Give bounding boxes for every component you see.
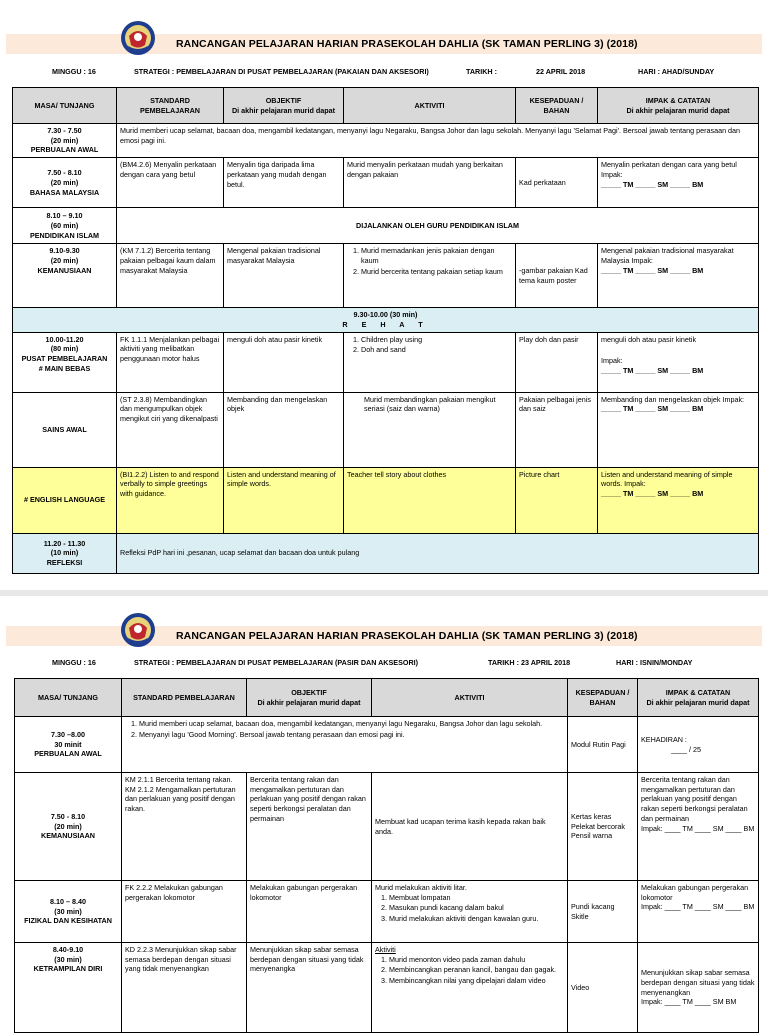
table-row [15, 717, 759, 773]
aktiviti-cell [344, 332, 516, 392]
kesepaduan-cell: Picture chart [516, 467, 598, 533]
masa-cell: # ENGLISH LANGUAGE [13, 467, 117, 533]
objektif-cell: Membanding dan mengelaskan objek [224, 392, 344, 467]
impak-cell [638, 943, 759, 1033]
table-row [15, 943, 759, 1033]
table-row [13, 124, 759, 158]
standard-cell: FK 2.2.2 Melakukan gabungan pergerakan lokomotor [122, 881, 247, 943]
lesson-table-2 [14, 678, 759, 1033]
masa-cell: 7.30 –8.00 30 minit PERBUALAN AWAL [15, 717, 122, 773]
table-row [13, 533, 759, 573]
aktiviti-cell [372, 943, 568, 1033]
impak-cell [598, 332, 759, 392]
impak-text: Menunjukkan sikap sabar semasa berdepan dengan situasi yang tidak menyenangkan [641, 968, 755, 997]
aktiviti-intro: Aktiviti [375, 945, 396, 954]
aktiviti-cell: Murid memberi ucap selamat, bacaan doa, mengambil kedatangan, menyanyi lagu Negaraku, Bangsa Johor dan lagu sekolah. Menyanyi lagu 'Selamat Pagi'. Bersoal jawab tentang perasaan dan emosi pagi ini. [117, 124, 759, 158]
impak-score: _____ TM _____ SM _____ BM [601, 404, 704, 414]
table-row [15, 881, 759, 943]
aktiviti-cell: DIJALANKAN OLEH GURU PENDIDIKAN ISLAM [117, 208, 759, 244]
lesson-plan-page-2 [0, 596, 768, 1024]
kesepaduan-cell: Modul Rutin Pagi [568, 717, 638, 773]
strategi-label: STRATEGI : PEMBELAJARAN DI PUSAT PEMBELAJARAN (PAKAIAN DAN AKSESORI) [134, 67, 429, 76]
header-objektif: OBJEKTIF Di akhir pelajaran murid dapat [247, 679, 372, 717]
hari-label: HARI : ISNIN/MONDAY [616, 658, 693, 667]
impak-cell [638, 773, 759, 881]
impak-score: ____ / 25 [671, 744, 701, 754]
aktiviti-cell: Teacher tell story about clothes [344, 467, 516, 533]
standard-cell: (KM 7.1.2) Bercerita tentang pakaian pelbagai kaum dalam masyarakat Malaysia [117, 244, 224, 308]
impak-text: Menyalin perkatan dengan cara yang betul Impak: [601, 160, 737, 179]
table-row [15, 773, 759, 881]
standard-cell: (BI1.2.2) Listen to and respond verbally to simple greetings with guidance. [117, 467, 224, 533]
standard-cell: KD 2.2.3 Menunjukkan sikap sabar semasa berdepan dengan situasi yang tidak menyenangkan [122, 943, 247, 1033]
school-crest-icon [120, 612, 156, 648]
objektif-cell: Menunjukkan sikap sabar semasa berdepan dengan situasi yang tidak menyenangka [247, 943, 372, 1033]
masa-cell: 9.10-9.30 (20 min) KEMANUSIAAN [13, 244, 117, 308]
aktiviti-cell: Murid menyalin perkataan mudah yang berkaitan dengan pakaian [344, 158, 516, 208]
header-standard: STANDARD PEMBELAJARAN [122, 679, 247, 717]
aktiviti-cell [344, 244, 516, 308]
impak-label: Impak: [601, 356, 623, 366]
impak-score: _____ TM _____ SM _____ BM [601, 179, 704, 189]
masa-cell: 7.30 - 7.50 (20 min) PERBUALAN AWAL [13, 124, 117, 158]
objektif-cell: Menyalin tiga daripada lima perkataan yang mudah dengan betul. [224, 158, 344, 208]
aktiviti-cell: Membuat kad ucapan terima kasih kepada rakan baik anda. [372, 773, 568, 881]
impak-text: Mengenal pakaian tradisional masyarakat Malaysia Impak: [601, 246, 734, 265]
kesepaduan-cell: Pakaian pelbagai jenis dan saiz [516, 392, 598, 467]
rehat-label: R E H A T [342, 319, 429, 329]
impak-text: menguli doh atau pasir kinetik [601, 334, 697, 344]
kesepaduan-cell: Kertas keras Pelekat bercorak Pensil warna [568, 773, 638, 881]
masa-cell: 8.40-9.10 (30 min) KETRAMPILAN DIRI [15, 943, 122, 1033]
aktiviti-cell: Murid membandingkan pakaian mengikut seriasi (saiz dan warna) [344, 392, 516, 467]
aktiviti-item: 1. Murid menonton video pada zaman dahulu [389, 955, 564, 965]
impak-cell [598, 392, 759, 467]
aktiviti-item: 2. Menyanyi lagu 'Good Morning'. Bersoal jawab tentang perasaan dan emosi pagi ini. [139, 730, 564, 740]
objektif-cell: menguli doh atau pasir kinetik [224, 332, 344, 392]
masa-cell: 7.50 - 8.10 (20 min) KEMANUSIAAN [15, 773, 122, 881]
minggu-label: MINGGU : 16 [52, 67, 96, 76]
rehat-time-text: 9.30-10.00 (30 min) [353, 310, 418, 320]
kesepaduan-cell: Kad perkataan [516, 158, 598, 208]
aktiviti-item: 2. Murid bercerita tentang pakaian setiap kaum [361, 267, 512, 277]
table-row [13, 244, 759, 308]
aktiviti-item: 3. Membincangkan nilai yang dipelajari dalam video [389, 976, 564, 986]
aktiviti-item: 1. Murid memberi ucap selamat, bacaan doa, mengambil kedatangan, menyanyi lagu Negaraku, Bangsa Johor dan lagu sekolah. [139, 719, 564, 729]
impak-score: _____ TM _____ SM _____ BM [601, 489, 704, 499]
hari-label: HARI : AHAD/SUNDAY [638, 67, 715, 76]
header-standard: STANDARD PEMBELAJARAN [117, 88, 224, 124]
school-crest-icon [120, 20, 156, 56]
table-row [13, 158, 759, 208]
impak-score: Impak: ____ TM ____ SM ____ BM [641, 902, 755, 912]
minggu-label: MINGGU : 16 [52, 658, 96, 667]
aktiviti-item: 2. Membincangkan peranan kancil, bangau dan gagak. [389, 965, 564, 975]
page-title: RANCANGAN PELAJARAN HARIAN PRASEKOLAH DAHLIA (SK TAMAN PERLING 3) (2018) [176, 38, 638, 50]
rehat-cell [13, 308, 759, 332]
impak-text: Melakukan gabungan pergerakan lokomotor [641, 883, 749, 902]
masa-cell: SAINS AWAL [13, 392, 117, 467]
masa-cell: 11.20 - 11.30 (10 min) REFLEKSI [13, 533, 117, 573]
impak-cell [638, 717, 759, 773]
aktiviti-item: 3. Murid melakukan aktiviti dengan kawalan guru. [389, 914, 564, 924]
header-aktiviti: AKTIVITI [344, 88, 516, 124]
header-objektif: OBJEKTIF Di akhir pelajaran murid dapat [224, 88, 344, 124]
impak-text: Bercerita tentang rakan dan mengamalkan pertuturan dan perlakuan yang positif dengan rakan seperti berkongsi peralatan dan permainan [641, 775, 748, 823]
header-impak: IMPAK & CATATAN Di akhir pelajaran murid dapat [598, 88, 759, 124]
aktiviti-item: 1. Children play using [361, 335, 512, 345]
rehat-row [13, 308, 759, 332]
impak-text: KEHADIRAN : [641, 734, 687, 744]
impak-cell [638, 881, 759, 943]
aktiviti-item: 1. Membuat lompatan [389, 893, 564, 903]
strategi-label: STRATEGI : PEMBELAJARAN DI PUSAT PEMBELAJARAN (PASIR DAN AKSESORI) [134, 658, 419, 667]
table-row [13, 332, 759, 392]
kesepaduan-cell: -gambar pakaian Kad tema kaum poster [516, 244, 598, 308]
impak-text: Membanding dan mengelaskan objek Impak: [601, 394, 745, 404]
page-title: RANCANGAN PELAJARAN HARIAN PRASEKOLAH DAHLIA (SK TAMAN PERLING 3) (2018) [176, 630, 638, 642]
kesepaduan-cell: Pundi kacang Skitle [568, 881, 638, 943]
objektif-cell: Melakukan gabungan pergerakan lokomotor [247, 881, 372, 943]
lesson-table-1 [12, 87, 759, 574]
standard-cell: FK 1.1.1 Menjalankan pelbagai aktiviti yang melibatkan penggunaan motor halus [117, 332, 224, 392]
table-row [13, 208, 759, 244]
impak-cell [598, 467, 759, 533]
impak-score: Impak: ____ TM ____ SM BM [641, 997, 737, 1007]
aktiviti-item: 2. Doh and sand [361, 345, 512, 355]
impak-cell [598, 244, 759, 308]
kesepaduan-cell: Video [568, 943, 638, 1033]
impak-score: _____ TM _____ SM _____ BM [601, 366, 704, 376]
standard-cell: (BM4.2.6) Menyalin perkataan dengan cara yang betul [117, 158, 224, 208]
masa-cell: 8.10 – 8.40 (30 min) FIZIKAL DAN KESIHATAN [15, 881, 122, 943]
aktiviti-cell [122, 717, 568, 773]
standard-cell: KM 2.1.1 Bercerita tentang rakan. KM 2.1.2 Mengamalkan pertuturan dan perlakuan yang positif dengan rakan. [122, 773, 247, 881]
aktiviti-item: 2. Masukan pundi kacang dalam bakul [389, 903, 564, 913]
table-row [13, 467, 759, 533]
kesepaduan-cell: Play doh dan pasir [516, 332, 598, 392]
aktiviti-cell [372, 881, 568, 943]
table-row [13, 392, 759, 467]
header-aktiviti: AKTIVITI [372, 679, 568, 717]
header-masa: MASA/ TUNJANG [15, 679, 122, 717]
header-kesepaduan: KESEPADUAN / BAHAN [568, 679, 638, 717]
impak-score: _____ TM _____ SM _____ BM [601, 265, 704, 275]
header-impak: IMPAK & CATATAN Di akhir pelajaran murid dapat [638, 679, 759, 717]
tarikh-value: 22 APRIL 2018 [536, 67, 586, 76]
aktiviti-item: 1. Murid memadankan jenis pakaian dengan kaum [361, 246, 512, 265]
objektif-cell: Mengenal pakaian tradisional masyarakat Malaysia [224, 244, 344, 308]
masa-cell: 7.50 - 8.10 (20 min) BAHASA MALAYSIA [13, 158, 117, 208]
tarikh-label: TARIKH : [466, 67, 498, 76]
header-kesepaduan: KESEPADUAN / BAHAN [516, 88, 598, 124]
aktiviti-intro: Murid melakukan aktiviti litar. [375, 883, 467, 892]
objektif-cell: Listen and understand meaning of simple words. [224, 467, 344, 533]
impak-text: Listen and understand meaning of simple words. Impak: [601, 469, 733, 489]
impak-score: Impak: ____ TM ____ SM ____ BM [641, 823, 755, 833]
impak-cell [598, 158, 759, 208]
tarikh-label: TARIKH : 23 APRIL 2018 [488, 658, 571, 667]
aktiviti-cell: Refleksi PdP hari ini ,pesanan, ucap selamat dan bacaan doa untuk pulang [117, 533, 759, 573]
header-masa: MASA/ TUNJANG [13, 88, 117, 124]
masa-cell: 10.00-11.20 (80 min) PUSAT PEMBELAJARAN # MAIN BEBAS [13, 332, 117, 392]
objektif-cell: Bercerita tentang rakan dan mengamalkan pertuturan dan perlakuan yang positif dengan rakan seperti berkongsi peralatan dan permainan [247, 773, 372, 881]
masa-cell: 8.10 – 9.10 (60 min) PENDIDIKAN ISLAM [13, 208, 117, 244]
standard-cell: (ST 2.3.8) Membandingkan dan mengumpulkan objek mengikut ciri yang dikenalpasti [117, 392, 224, 467]
